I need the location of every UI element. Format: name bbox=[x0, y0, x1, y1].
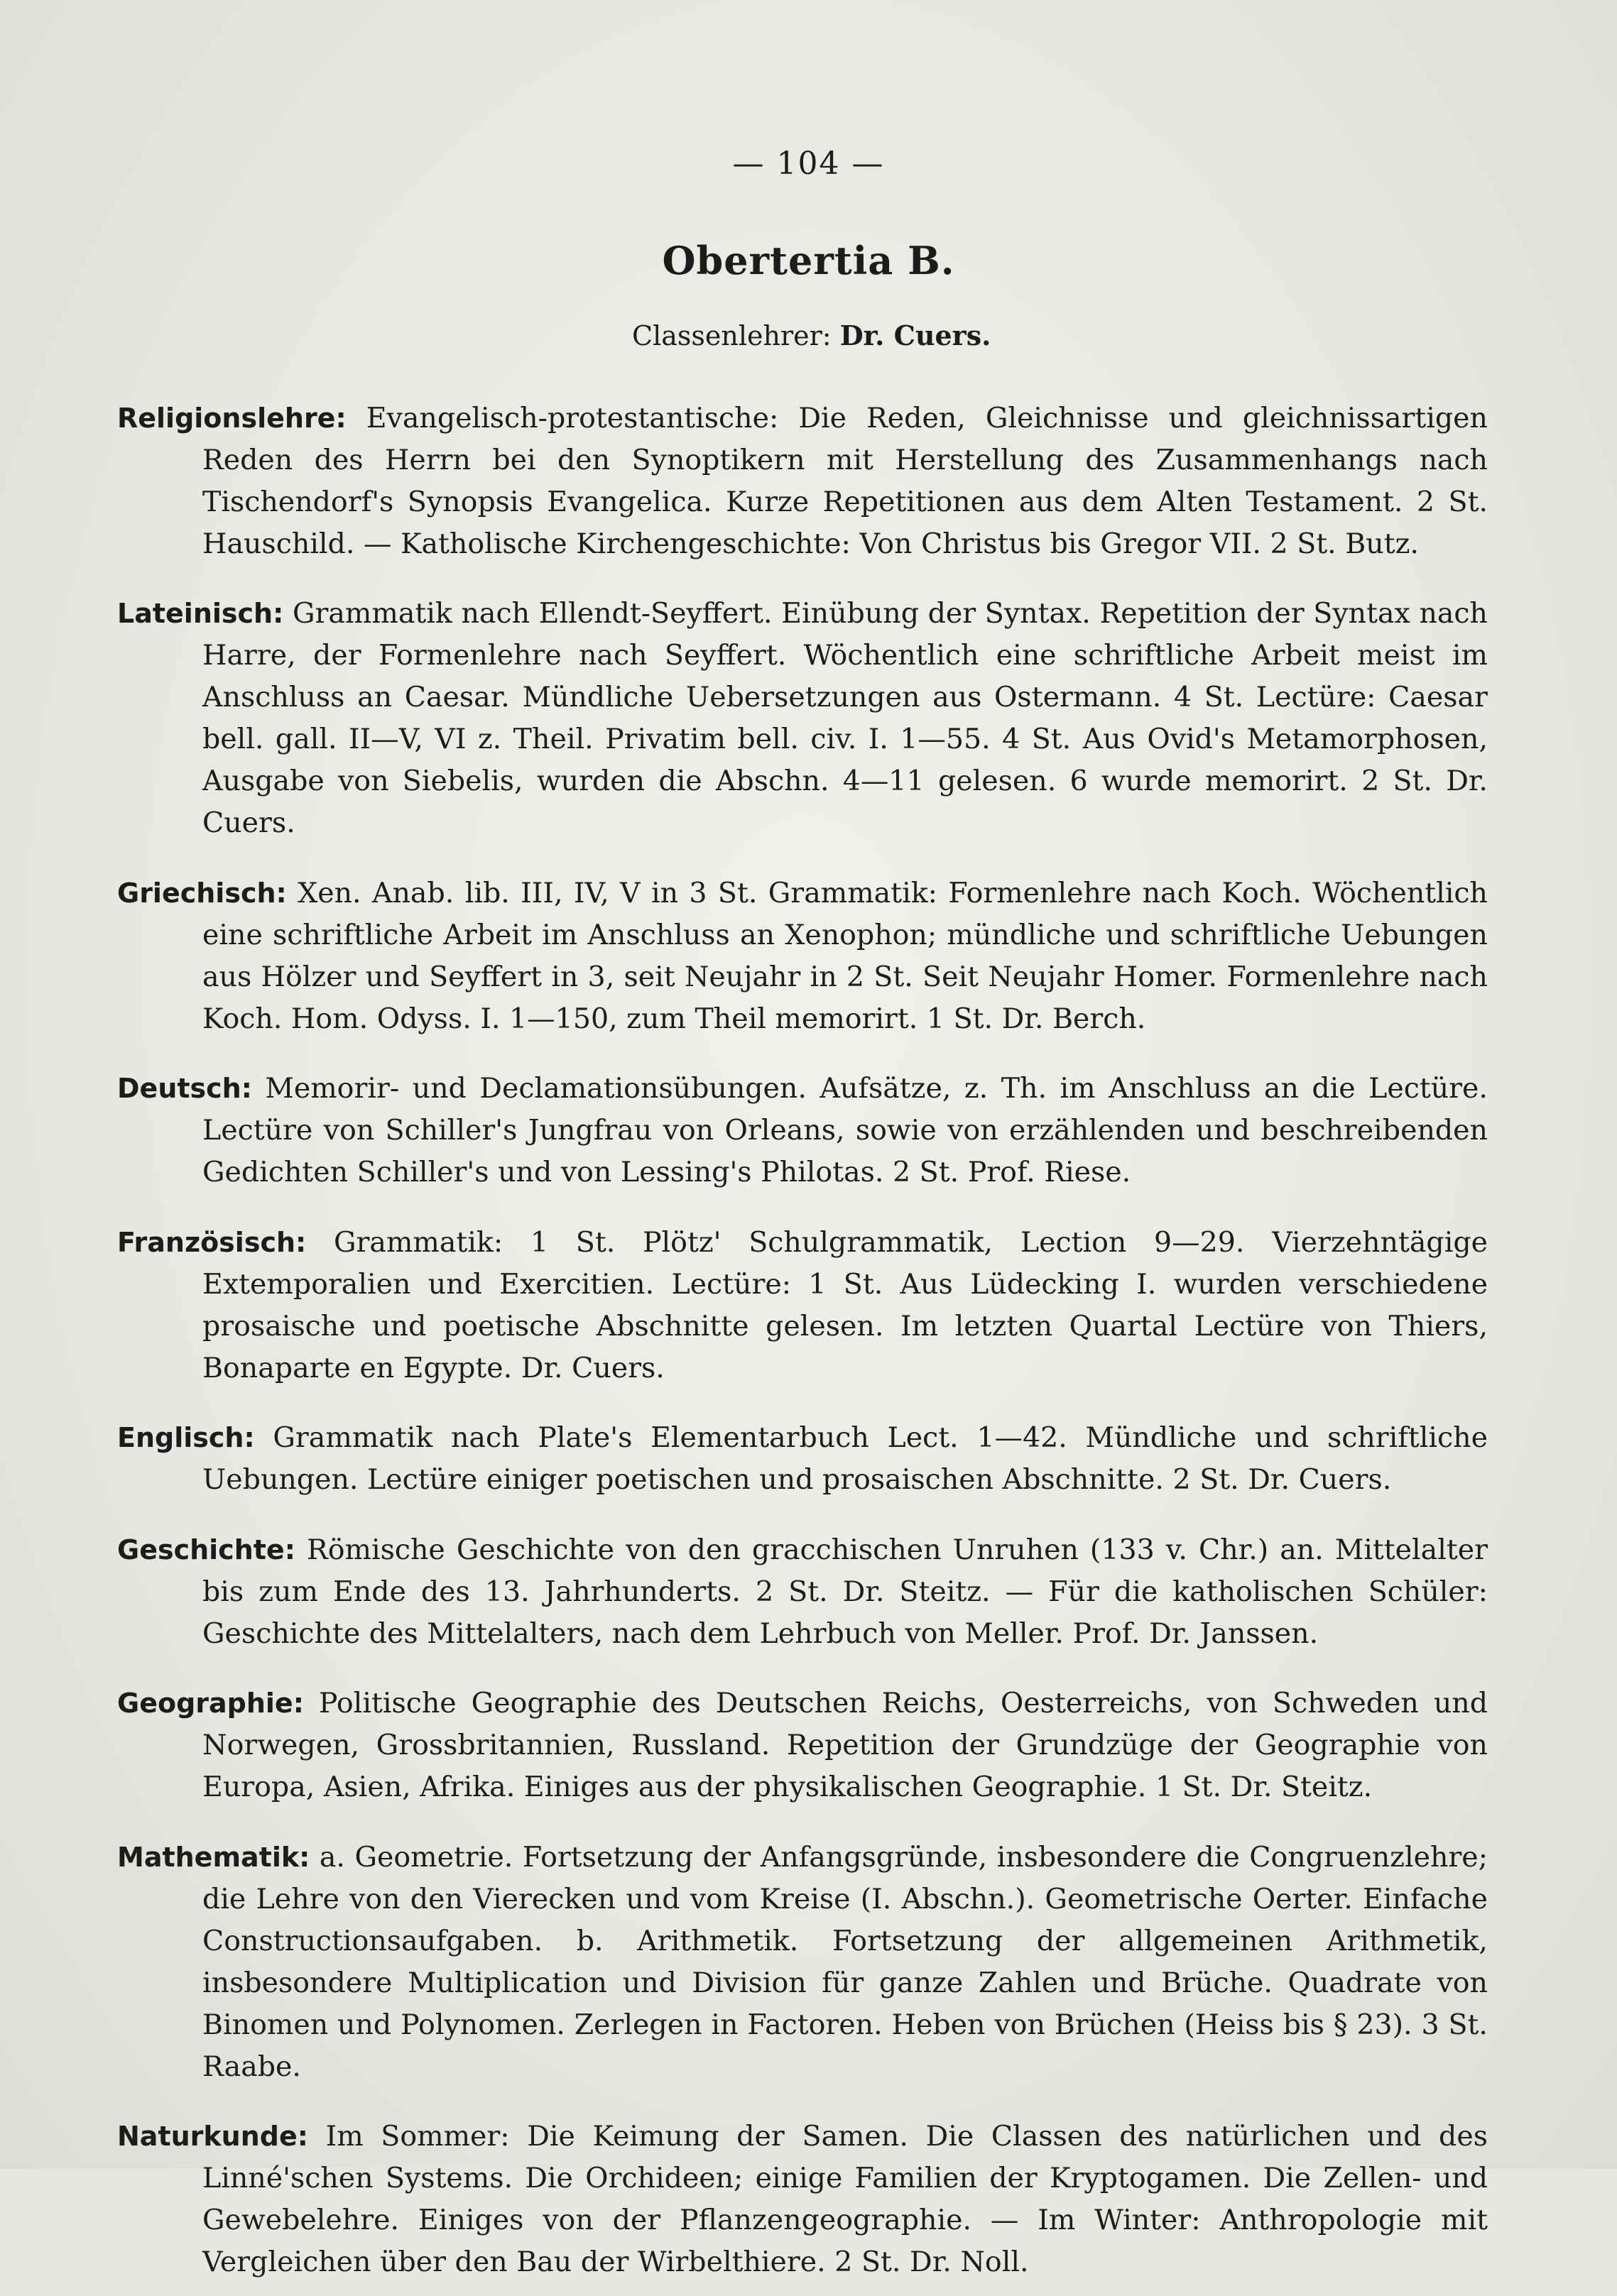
entry-text: Im Sommer: Die Keimung der Samen. Die Classen des natürlichen und des Linné'schen Systems. Die Orchideen; einige Familien der Kryptogamen. Die Zellen- und Gewebelehre. Einiges von der Pflanzengeographie. — Im Winter: Anthropologie mit Vergleichen über den Bau der Wirbelthiere. 2 St. Dr. Noll. bbox=[202, 2120, 1488, 2278]
entry-text: Grammatik: 1 St. Plötz' Schulgrammatik, Lection 9—29. Vierzehntägige Extemporalien und Exercitien. Lectüre: 1 St. Aus Lüdecking I. wurden verschiedene prosaische und poetische Abschnitte gelesen. Im letzten Quartal Lectüre von Thiers, Bonaparte en Egypte. Dr. Cuers. bbox=[202, 1225, 1488, 1384]
entry-text: Xen. Anab. lib. III, IV, V in 3 St. Grammatik: Formenlehre nach Koch. Wöchentlich eine schriftliche Arbeit im Anschluss an Xenophon; mündliche und schriftliche Uebungen aus Hölzer und Seyffert in 3, seit Neujahr in 2 St. Seit Neujahr Homer. Formenlehre nach Koch. Hom. Odyss. I. 1—150, zum Theil memorirt. 1 St. Dr. Berch. bbox=[202, 876, 1488, 1035]
subject-heading: Geographie: bbox=[117, 1688, 304, 1719]
entry-deutsch bbox=[117, 1068, 1488, 1193]
subject-heading: Religionslehre: bbox=[117, 402, 347, 434]
entry-text: Evangelisch-protestantische: Die Reden, Gleichnisse und gleichnissartigen Reden des Herrn bei den Synoptikern mit Herstellung des Zusammenhangs nach Tischendorf's Synopsis Evangelica. Kurze Repetitionen aus dem Alten Testament. 2 St. Hauschild. — Katholische Kirchengeschichte: Von Christus bis Gregor VII. 2 St. Butz. bbox=[202, 401, 1488, 560]
class-teacher-label: Classenlehrer: bbox=[632, 320, 832, 351]
entry-text: Memorir- und Declamationsübungen. Aufsätze, z. Th. im Anschluss an die Lectüre. Lectüre von Schiller's Jungfrau von Orleans, sowie von erzählenden und beschreibenden Gedichten Schiller's und von Lessing's Philotas. 2 St. Prof. Riese. bbox=[202, 1072, 1488, 1188]
class-teacher-name: Dr. Cuers. bbox=[839, 319, 991, 351]
entry-griechisch bbox=[117, 873, 1488, 1040]
subject-heading: Geschichte: bbox=[117, 1534, 295, 1565]
entry-text: Grammatik nach Plate's Elementarbuch Lect. 1—42. Mündliche und schriftliche Uebungen. Lectüre einiger poetischen und prosaischen Abschnitte. 2 St. Dr. Cuers. bbox=[202, 1421, 1488, 1496]
entry-geographie bbox=[117, 1683, 1488, 1808]
subject-heading: Mathematik: bbox=[117, 1841, 310, 1873]
class-teacher-line bbox=[632, 319, 991, 351]
subject-heading: Deutsch: bbox=[117, 1073, 252, 1104]
entry-text: Grammatik nach Ellendt-Seyffert. Einübung der Syntax. Repetition der Syntax nach Harre, der Formenlehre nach Seyffert. Wöchentlich eine schriftliche Arbeit meist im Anschluss an Caesar. Mündliche Uebersetzungen aus Ostermann. 4 St. Lectüre: Caesar bell. gall. II—V, VI z. Theil. Privatim bell. civ. I. 1—55. 4 St. Aus Ovid's Metamorphosen, Ausgabe von Siebelis, wurden die Abschn. 4—11 gelesen. 6 wurde memorirt. 2 St. Dr. Cuers. bbox=[202, 597, 1488, 839]
entry-religionslehre bbox=[117, 398, 1488, 565]
entry-franzoesisch bbox=[117, 1222, 1488, 1389]
entry-naturkunde bbox=[117, 2116, 1488, 2283]
page-number: — 104 — bbox=[732, 146, 885, 182]
subject-heading: Englisch: bbox=[117, 1422, 255, 1453]
entry-mathematik bbox=[117, 1837, 1488, 2088]
subject-heading: Französisch: bbox=[117, 1226, 307, 1258]
entry-text: Römische Geschichte von den gracchischen Unruhen (133 v. Chr.) an. Mittelalter bis zum Ende des 13. Jahrhunderts. 2 St. Dr. Steitz. — Für die katholischen Schüler: Geschichte des Mittelalters, nach dem Lehrbuch von Meller. Prof. Dr. Janssen. bbox=[202, 1533, 1488, 1650]
curriculum-body bbox=[117, 369, 1488, 2296]
subject-heading: Lateinisch: bbox=[117, 598, 284, 629]
entry-text: a. Geometrie. Fortsetzung der Anfangsgründe, insbesondere die Congruenzlehre; die Lehre von den Vierecken und vom Kreise (I. Abschn.). Geometrische Oerter. Einfache Constructionsaufgaben. b. Arithmetik. Fortsetzung der allgemeinen Arithmetik, insbesondere Multiplication und Division für ganze Zahlen und Brüche. Quadrate von Binomen und Polynomen. Zerlegen in Factoren. Heben von Brüchen (Heiss bis § 23). 3 St. Raabe. bbox=[202, 1840, 1488, 2083]
subject-heading: Griechisch: bbox=[117, 877, 287, 909]
entry-geschichte bbox=[117, 1529, 1488, 1655]
subject-heading: Naturkunde: bbox=[117, 2121, 308, 2152]
entry-lateinisch bbox=[117, 593, 1488, 844]
entry-text: Politische Geographie des Deutschen Reichs, Oesterreichs, von Schweden und Norwegen, Grossbritannien, Russland. Repetition der Grundzüge der Geographie von Europa, Asien, Afrika. Einiges aus der physikalischen Geographie. 1 St. Dr. Steitz. bbox=[202, 1687, 1488, 1803]
entry-englisch bbox=[117, 1417, 1488, 1501]
section-title: Obertertia B. bbox=[662, 238, 955, 283]
